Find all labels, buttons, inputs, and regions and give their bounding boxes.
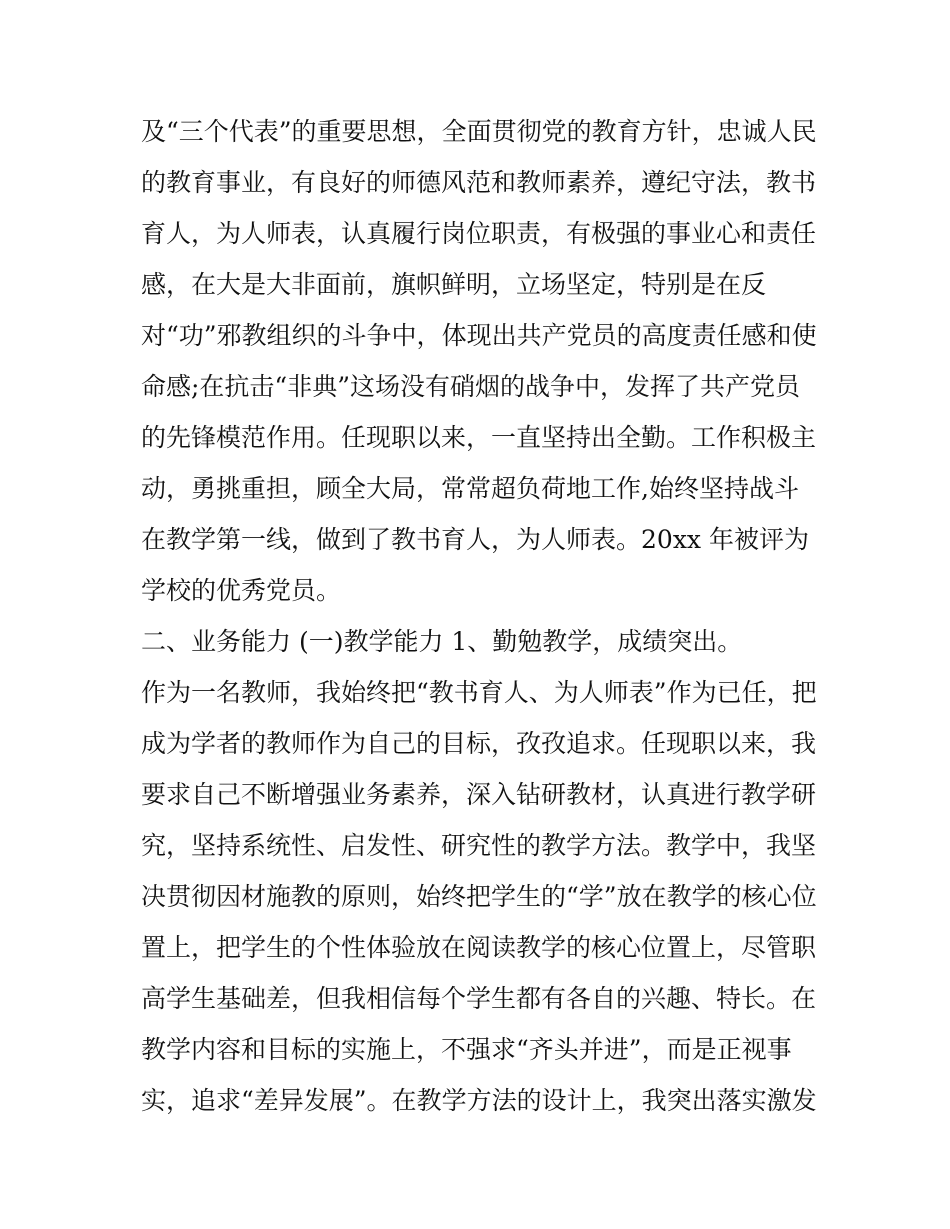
text-line: 教学内容和目标的实施上，不强求“齐头并进”，而是正视事 (141, 1035, 792, 1064)
text-line: 动，勇挑重担，顾全大局，常常超负荷地工作,始终坚持战斗 (141, 474, 799, 503)
text-line: 的教育事业，有良好的师德风范和教师素养，遵纪守法，教书 (141, 168, 817, 197)
text-line: 置上，把学生的个性体验放在阅读教学的核心位置上，尽管职 (141, 933, 817, 962)
text-line: 感，在大是大非面前，旗帜鲜明，立场坚定，特别是在反 (141, 270, 767, 299)
text-line: 育人，为人师表，认真履行岗位职责，有极强的事业心和责任 (141, 219, 817, 248)
text-line: 实，追求“差异发展”。在教学方法的设计上，我突出落实激发 (141, 1086, 817, 1115)
text-line: 成为学者的教师作为自己的目标，孜孜追求。任现职以来，我 (141, 729, 817, 758)
text-line: 决贯彻因材施教的原则，始终把学生的“学”放在教学的核心位 (141, 882, 817, 911)
text-line: 究，坚持系统性、启发性、研究性的教学方法。教学中，我坚 (141, 831, 817, 860)
text-line: 高学生基础差，但我相信每个学生都有各自的兴趣、特长。在 (141, 984, 817, 1013)
text-line: 作为一名教师，我始终把“教书育人、为人师表”作为已任，把 (141, 678, 817, 707)
document-body (141, 106, 821, 1126)
text-line: 学校的优秀党员。 (141, 576, 342, 605)
text-line: 要求自己不断增强业务素养，深入钻研教材，认真进行教学研 (141, 780, 817, 809)
text-line: 的先锋模范作用。任现职以来，一直坚持出全勤。工作积极主 (141, 423, 817, 452)
text-line: 命感;在抗击“非典”这场没有硝烟的战争中，发挥了共产党员 (141, 372, 800, 401)
text-line: 在教学第一线，做到了教书育人，为人师表。20xx 年被评为 (141, 525, 809, 554)
text-line: 对“功”邪教组织的斗争中，体现出共产党员的高度责任感和使 (141, 321, 817, 350)
section-heading: 二、业务能力 (一)教学能力 1、勤勉教学，成绩突出。 (141, 627, 743, 656)
text-line: 及“三个代表”的重要思想，全面贯彻党的教育方针，忠诚人民 (141, 117, 817, 146)
